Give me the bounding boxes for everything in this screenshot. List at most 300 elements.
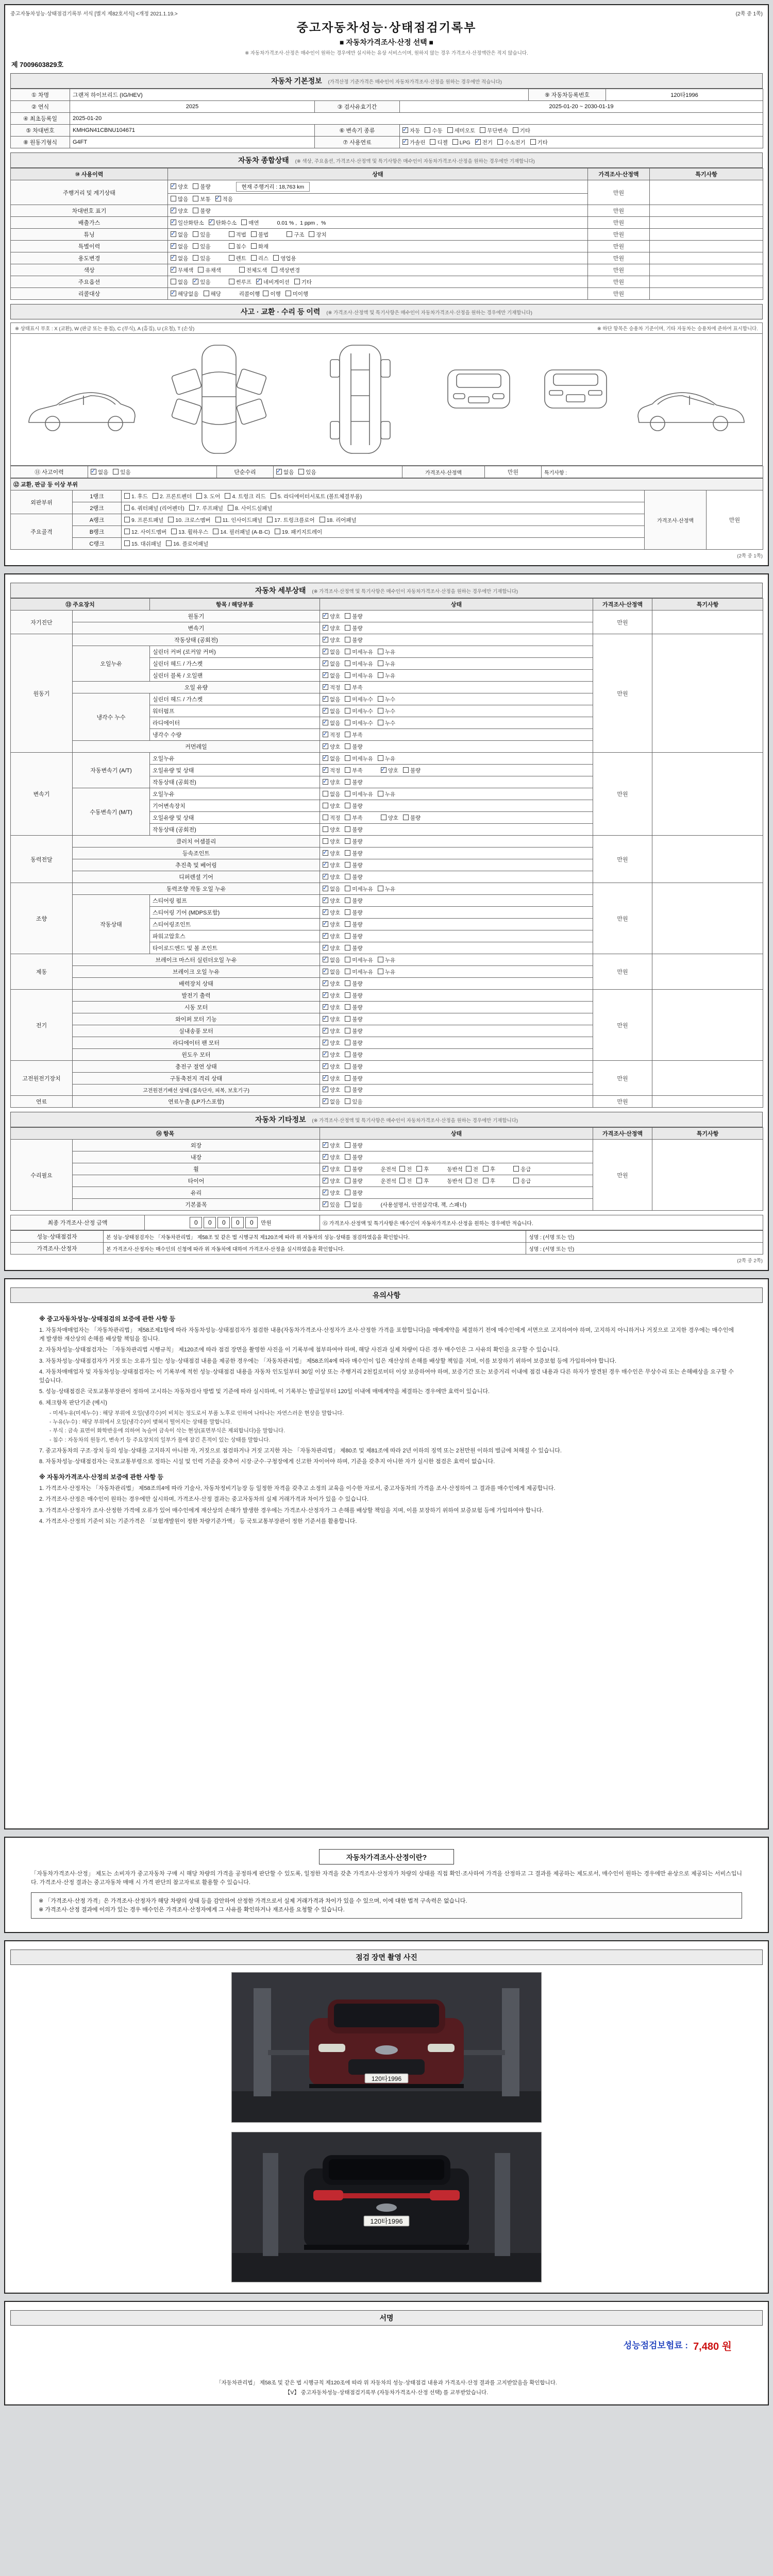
checkbox-icon[interactable] — [345, 743, 350, 749]
checkbox-option[interactable]: ✓ 양호 — [323, 873, 340, 881]
checkbox-checked-icon[interactable] — [323, 743, 328, 749]
checkbox-option[interactable]: ✓ 네비게이션 — [256, 278, 290, 286]
checkbox-icon[interactable] — [213, 529, 219, 534]
checkbox-option[interactable]: 누유 — [378, 648, 395, 656]
checkbox-option[interactable]: 불량 — [345, 1177, 362, 1185]
checkbox-option[interactable]: 불량 — [345, 1086, 362, 1094]
checkbox-option[interactable]: 후 — [416, 1165, 429, 1173]
checkbox-checked-icon[interactable] — [91, 469, 96, 474]
checkbox-checked-icon[interactable] — [256, 279, 262, 284]
checkbox-icon[interactable] — [430, 139, 435, 145]
checkbox-option[interactable]: 누유 — [378, 968, 395, 976]
checkbox-icon[interactable] — [204, 291, 209, 296]
checkbox-icon[interactable] — [273, 255, 279, 261]
checkbox-icon[interactable] — [483, 1166, 489, 1172]
checkbox-option[interactable]: 렌트 — [229, 255, 246, 262]
checkbox-option[interactable]: 불량 — [345, 1015, 362, 1023]
checkbox-option[interactable]: 적법 — [229, 231, 246, 239]
checkbox-checked-icon[interactable] — [323, 732, 328, 737]
checkbox-icon[interactable] — [251, 231, 257, 237]
checkbox-checked-icon[interactable] — [323, 1004, 328, 1010]
checkbox-checked-icon[interactable] — [402, 127, 408, 133]
checkbox-icon[interactable] — [229, 231, 234, 237]
checkbox-option[interactable]: ✓ 없음 — [323, 707, 340, 715]
checkbox-icon[interactable] — [513, 1166, 519, 1172]
checkbox-icon[interactable] — [323, 803, 328, 808]
checkbox-option[interactable]: 14. 필러패널 (A·B·C) — [213, 528, 270, 536]
checkbox-checked-icon[interactable] — [323, 862, 328, 868]
checkbox-option[interactable]: 미세누유 — [345, 790, 373, 798]
checkbox-option[interactable]: 미세누수 — [345, 707, 373, 715]
checkbox-option[interactable]: 유채색 — [198, 266, 221, 274]
checkbox-icon[interactable] — [345, 637, 350, 642]
checkbox-icon[interactable] — [193, 183, 198, 189]
checkbox-option[interactable]: ✓ 무채색 — [171, 266, 193, 274]
checkbox-icon[interactable] — [345, 850, 350, 856]
checkbox-checked-icon[interactable] — [323, 672, 328, 678]
checkbox-option[interactable]: 불량 — [345, 1075, 362, 1082]
checkbox-icon[interactable] — [399, 1178, 405, 1183]
checkbox-icon[interactable] — [345, 1028, 350, 1033]
checkbox-icon[interactable] — [153, 493, 158, 499]
checkbox-checked-icon[interactable] — [323, 1016, 328, 1022]
checkbox-checked-icon[interactable] — [276, 469, 282, 474]
checkbox-icon[interactable] — [378, 791, 383, 796]
checkbox-icon[interactable] — [345, 649, 350, 654]
checkbox-option[interactable]: 전 — [466, 1165, 478, 1173]
checkbox-option[interactable]: 미세누수 — [345, 696, 373, 703]
checkbox-icon[interactable] — [403, 815, 409, 820]
checkbox-option[interactable]: 양호 — [381, 814, 398, 822]
checkbox-option[interactable]: ✓ 양호 — [323, 861, 340, 869]
checkbox-icon[interactable] — [345, 732, 350, 737]
checkbox-option[interactable]: ✓ 양호 — [323, 1154, 340, 1161]
checkbox-icon[interactable] — [399, 1166, 405, 1172]
checkbox-option[interactable]: ✓ 적정 — [323, 767, 340, 774]
checkbox-icon[interactable] — [345, 1178, 350, 1183]
checkbox-icon[interactable] — [345, 815, 350, 820]
checkbox-option[interactable]: ✓ 없음 — [323, 885, 340, 893]
checkbox-option[interactable]: 불량 — [345, 636, 362, 644]
checkbox-option[interactable]: 있음 — [113, 468, 130, 476]
checkbox-icon[interactable] — [323, 826, 328, 832]
checkbox-icon[interactable] — [345, 1087, 350, 1092]
checkbox-icon[interactable] — [229, 279, 234, 284]
checkbox-option[interactable]: 불량 — [345, 1063, 362, 1071]
checkbox-icon[interactable] — [323, 815, 328, 820]
checkbox-option[interactable]: ✓ 양호 — [323, 743, 340, 751]
checkbox-option[interactable]: 15. 대쉬패널 — [124, 540, 161, 548]
checkbox-icon[interactable] — [124, 517, 130, 522]
checkbox-option[interactable]: 불량 — [345, 850, 362, 857]
checkbox-icon[interactable] — [124, 529, 130, 534]
checkbox-icon[interactable] — [378, 649, 383, 654]
checkbox-option[interactable]: ✓ 양호 — [323, 1189, 340, 1197]
checkbox-option[interactable]: 부족 — [345, 814, 362, 822]
checkbox-checked-icon[interactable] — [323, 921, 328, 927]
checkbox-checked-icon[interactable] — [323, 1142, 328, 1148]
checkbox-icon[interactable] — [378, 957, 383, 962]
checkbox-option[interactable]: 양호 — [323, 802, 340, 810]
checkbox-option[interactable]: 있음 — [345, 1098, 362, 1106]
checkbox-option[interactable]: 불량 — [193, 207, 210, 215]
checkbox-option[interactable]: 불량 — [345, 826, 362, 834]
checkbox-option[interactable]: 누유 — [378, 660, 395, 668]
checkbox-option[interactable]: 불량 — [345, 897, 362, 905]
checkbox-option[interactable]: 불량 — [345, 613, 362, 620]
checkbox-option[interactable]: 불량 — [345, 992, 362, 999]
checkbox-option[interactable]: ✓ 없음 — [323, 648, 340, 656]
checkbox-icon[interactable] — [345, 992, 350, 998]
checkbox-icon[interactable] — [345, 1040, 350, 1045]
checkbox-option[interactable]: ✓ 없음 — [323, 719, 340, 727]
checkbox-checked-icon[interactable] — [323, 1154, 328, 1160]
checkbox-icon[interactable] — [345, 897, 350, 903]
checkbox-option[interactable]: 전체도색 — [239, 266, 267, 274]
checkbox-checked-icon[interactable] — [171, 219, 176, 225]
checkbox-icon[interactable] — [323, 838, 328, 844]
checkbox-icon[interactable] — [345, 1201, 350, 1207]
checkbox-checked-icon[interactable] — [323, 1166, 328, 1172]
checkbox-option[interactable]: 기타 — [294, 278, 312, 286]
checkbox-option[interactable]: 불량 — [345, 980, 362, 988]
checkbox-icon[interactable] — [345, 720, 350, 725]
checkbox-option[interactable]: ✓양호 — [171, 183, 188, 191]
checkbox-checked-icon[interactable] — [323, 637, 328, 642]
checkbox-option[interactable]: 누수 — [378, 696, 395, 703]
checkbox-option[interactable]: 침수 — [229, 243, 246, 250]
checkbox-option[interactable]: 12. 사이드멤버 — [124, 528, 166, 536]
checkbox-icon[interactable] — [251, 255, 257, 261]
checkbox-option[interactable]: ✓ 양호 — [323, 992, 340, 999]
checkbox-option[interactable]: 기타 — [530, 139, 548, 146]
checkbox-icon[interactable] — [193, 196, 198, 201]
checkbox-option[interactable]: 후 — [483, 1165, 495, 1173]
checkbox-option[interactable]: ✓ 양호 — [323, 1063, 340, 1071]
checkbox-icon[interactable] — [378, 755, 383, 761]
checkbox-option[interactable]: 후 — [483, 1177, 495, 1185]
checkbox-icon[interactable] — [287, 231, 292, 237]
checkbox-option[interactable]: ✓ 없음 — [323, 968, 340, 976]
checkbox-option[interactable]: 10. 크로스멤버 — [168, 516, 210, 524]
checkbox-icon[interactable] — [189, 505, 195, 511]
checkbox-icon[interactable] — [345, 708, 350, 714]
checkbox-icon[interactable] — [275, 529, 280, 534]
checkbox-option[interactable]: 디젤 — [430, 139, 447, 146]
checkbox-icon[interactable] — [345, 1075, 350, 1081]
checkbox-icon[interactable] — [466, 1166, 472, 1172]
checkbox-option[interactable]: 양호 — [323, 838, 340, 845]
checkbox-option[interactable]: 16. 플로어패널 — [166, 540, 208, 548]
checkbox-checked-icon[interactable] — [323, 1063, 328, 1069]
checkbox-option[interactable]: ✓ 양호 — [323, 1075, 340, 1082]
checkbox-icon[interactable] — [345, 1098, 350, 1104]
checkbox-option[interactable]: 9. 프론트패널 — [124, 516, 163, 524]
checkbox-icon[interactable] — [193, 231, 198, 237]
checkbox-option[interactable]: 해당 — [204, 290, 221, 298]
checkbox-option[interactable]: 누수 — [378, 719, 395, 727]
checkbox-option[interactable]: 양호 — [323, 826, 340, 834]
checkbox-option[interactable]: 화재 — [251, 243, 268, 250]
checkbox-option[interactable]: ✓ 양호 — [171, 207, 188, 215]
checkbox-option[interactable]: 있음 — [193, 255, 210, 262]
checkbox-icon[interactable] — [171, 196, 176, 201]
checkbox-icon[interactable] — [345, 909, 350, 915]
checkbox-option[interactable]: ✓ 없음 — [91, 468, 108, 476]
checkbox-option[interactable]: ✓ 없음 — [171, 255, 188, 262]
checkbox-icon[interactable] — [239, 267, 245, 273]
checkbox-option[interactable]: ✓ 양호 — [323, 1015, 340, 1023]
checkbox-icon[interactable] — [345, 672, 350, 678]
checkbox-checked-icon[interactable] — [323, 625, 328, 631]
checkbox-option[interactable]: 18. 리어패널 — [320, 516, 357, 524]
checkbox-icon[interactable] — [345, 1190, 350, 1195]
checkbox-option[interactable]: 불량 — [345, 873, 362, 881]
checkbox-icon[interactable] — [267, 517, 273, 522]
checkbox-icon[interactable] — [345, 613, 350, 619]
checkbox-option[interactable]: ✓ 적정 — [323, 684, 340, 691]
checkbox-icon[interactable] — [452, 139, 458, 145]
checkbox-option[interactable]: 누수 — [378, 707, 395, 715]
checkbox-option[interactable]: 7. 루프패널 — [189, 504, 223, 512]
checkbox-option[interactable]: 수소전기 — [497, 139, 526, 146]
checkbox-option[interactable]: ✓ 양호 — [323, 1004, 340, 1011]
checkbox-option[interactable]: 미세누유 — [345, 755, 373, 762]
checkbox-icon[interactable] — [345, 803, 350, 808]
checkbox-icon[interactable] — [345, 696, 350, 702]
checkbox-checked-icon[interactable] — [323, 660, 328, 666]
checkbox-icon[interactable] — [196, 493, 202, 499]
checkbox-option[interactable]: ✓ 없음 — [171, 231, 188, 239]
checkbox-icon[interactable] — [513, 127, 518, 133]
checkbox-option[interactable]: 불량 — [345, 933, 362, 940]
checkbox-option[interactable]: 없음 — [323, 790, 340, 798]
checkbox-icon[interactable] — [294, 279, 300, 284]
checkbox-checked-icon[interactable] — [323, 1087, 328, 1092]
checkbox-checked-icon[interactable] — [171, 231, 176, 237]
checkbox-option[interactable]: ✓ 없음 — [323, 696, 340, 703]
checkbox-icon[interactable] — [345, 684, 350, 690]
checkbox-icon[interactable] — [345, 1154, 350, 1160]
checkbox-checked-icon[interactable] — [209, 219, 214, 225]
checkbox-option[interactable]: ✓ 없음 — [171, 243, 188, 250]
checkbox-icon[interactable] — [345, 969, 350, 974]
checkbox-option[interactable]: 불량 — [345, 1154, 362, 1161]
checkbox-option[interactable]: 썬루프 — [229, 278, 251, 286]
checkbox-checked-icon[interactable] — [323, 897, 328, 903]
checkbox-option[interactable]: ✓ 양호 — [323, 1177, 340, 1185]
checkbox-icon[interactable] — [124, 493, 130, 499]
checkbox-option[interactable]: 불량 — [345, 778, 362, 786]
checkbox-option[interactable]: ✓ 양호 — [323, 980, 340, 988]
checkbox-checked-icon[interactable] — [323, 969, 328, 974]
checkbox-checked-icon[interactable] — [171, 267, 176, 273]
checkbox-icon[interactable] — [251, 243, 257, 249]
checkbox-checked-icon[interactable] — [475, 139, 481, 145]
checkbox-option[interactable]: 미세누유 — [345, 956, 373, 964]
checkbox-icon[interactable] — [378, 672, 383, 678]
checkbox-icon[interactable] — [241, 219, 247, 225]
checkbox-option[interactable]: 8. 사이드실패널 — [228, 504, 273, 512]
checkbox-icon[interactable] — [345, 1052, 350, 1057]
checkbox-icon[interactable] — [378, 660, 383, 666]
checkbox-option[interactable]: 불량 — [345, 1189, 362, 1197]
checkbox-icon[interactable] — [345, 933, 350, 939]
checkbox-icon[interactable] — [171, 279, 176, 284]
checkbox-option[interactable]: 불량 — [345, 1165, 362, 1173]
checkbox-icon[interactable] — [345, 874, 350, 879]
checkbox-checked-icon[interactable] — [323, 1075, 328, 1081]
checkbox-option[interactable]: 기타 — [513, 127, 530, 134]
checkbox-icon[interactable] — [124, 540, 130, 546]
checkbox-icon[interactable] — [229, 255, 234, 261]
checkbox-icon[interactable] — [497, 139, 503, 145]
checkbox-icon[interactable] — [345, 921, 350, 927]
checkbox-icon[interactable] — [309, 231, 314, 237]
checkbox-option[interactable]: 부족 — [345, 684, 362, 691]
checkbox-option[interactable]: 있음 — [298, 468, 316, 476]
checkbox-checked-icon[interactable] — [402, 139, 408, 145]
checkbox-checked-icon[interactable] — [323, 755, 328, 761]
checkbox-option[interactable]: ✓ 있음 — [323, 1201, 340, 1209]
checkbox-icon[interactable] — [323, 791, 328, 796]
checkbox-option[interactable]: 불량 — [345, 1142, 362, 1149]
checkbox-icon[interactable] — [447, 127, 453, 133]
checkbox-option[interactable]: 불량 — [403, 814, 421, 822]
checkbox-option[interactable]: ✓ 일산화탄소 — [171, 219, 204, 227]
checkbox-icon[interactable] — [345, 1063, 350, 1069]
checkbox-icon[interactable] — [345, 660, 350, 666]
checkbox-option[interactable]: 이행 — [263, 290, 280, 298]
checkbox-option[interactable]: 불량 — [193, 183, 210, 191]
checkbox-icon[interactable] — [345, 625, 350, 631]
checkbox-option[interactable]: 전 — [399, 1165, 412, 1173]
checkbox-checked-icon[interactable] — [323, 874, 328, 879]
checkbox-icon[interactable] — [168, 517, 174, 522]
checkbox-icon[interactable] — [466, 1178, 472, 1183]
checkbox-icon[interactable] — [166, 540, 172, 546]
checkbox-option[interactable]: 불량 — [345, 1004, 362, 1011]
checkbox-icon[interactable] — [378, 708, 383, 714]
checkbox-option[interactable]: ✓ 탄화수소 — [209, 219, 237, 227]
checkbox-option[interactable]: ✓ 자동 — [402, 127, 420, 134]
checkbox-option[interactable]: 없음 — [171, 278, 188, 286]
checkbox-option[interactable]: 색상변경 — [272, 266, 300, 274]
checkbox-icon[interactable] — [378, 886, 383, 891]
checkbox-icon[interactable] — [345, 838, 350, 844]
checkbox-icon[interactable] — [193, 243, 198, 249]
checkbox-icon[interactable] — [193, 255, 198, 261]
checkbox-icon[interactable] — [345, 980, 350, 986]
checkbox-option[interactable]: 누유 — [378, 956, 395, 964]
checkbox-option[interactable]: 1. 후드 — [124, 493, 148, 500]
checkbox-icon[interactable] — [378, 720, 383, 725]
checkbox-checked-icon[interactable] — [323, 1201, 328, 1207]
checkbox-option[interactable]: 세미오토 — [447, 127, 476, 134]
checkbox-option[interactable]: 부족 — [345, 731, 362, 739]
checkbox-checked-icon[interactable] — [193, 279, 198, 284]
checkbox-option[interactable]: ✓ 없음 — [276, 468, 294, 476]
checkbox-option[interactable]: 불량 — [345, 1027, 362, 1035]
checkbox-option[interactable]: 3. 도어 — [196, 493, 220, 500]
checkbox-icon[interactable] — [345, 826, 350, 832]
checkbox-option[interactable]: 무단변속 — [480, 127, 508, 134]
checkbox-option[interactable]: 있음 — [193, 243, 210, 250]
checkbox-checked-icon[interactable] — [171, 208, 176, 213]
checkbox-option[interactable]: 응급 — [513, 1177, 531, 1185]
checkbox-option[interactable]: ✓ 적음 — [215, 195, 233, 203]
checkbox-icon[interactable] — [378, 969, 383, 974]
checkbox-option[interactable]: 5. 라디에이터서포트 (볼트체결부품) — [271, 493, 362, 500]
checkbox-icon[interactable] — [345, 791, 350, 796]
checkbox-icon[interactable] — [513, 1178, 519, 1183]
checkbox-option[interactable]: ✓ 양호 — [323, 1086, 340, 1094]
checkbox-option[interactable]: 불량 — [345, 1039, 362, 1047]
checkbox-option[interactable]: ✓ 양호 — [323, 1142, 340, 1149]
checkbox-option[interactable]: ✓ 양호 — [323, 613, 340, 620]
checkbox-option[interactable]: ✓ 없음 — [323, 755, 340, 762]
checkbox-checked-icon[interactable] — [323, 649, 328, 654]
checkbox-option[interactable]: ✓ 양호 — [323, 921, 340, 928]
checkbox-checked-icon[interactable] — [323, 1190, 328, 1195]
checkbox-icon[interactable] — [171, 529, 177, 534]
checkbox-checked-icon[interactable] — [323, 708, 328, 714]
checkbox-icon[interactable] — [229, 243, 234, 249]
checkbox-icon[interactable] — [345, 862, 350, 868]
checkbox-option[interactable]: 불량 — [345, 921, 362, 928]
checkbox-option[interactable]: ✓ 양호 — [323, 944, 340, 952]
checkbox-icon[interactable] — [480, 127, 485, 133]
checkbox-checked-icon[interactable] — [323, 1028, 328, 1033]
checkbox-option[interactable]: LPG — [452, 139, 470, 146]
checkbox-icon[interactable] — [215, 517, 221, 522]
checkbox-checked-icon[interactable] — [323, 684, 328, 690]
checkbox-option[interactable]: 미세누유 — [345, 885, 373, 893]
checkbox-option[interactable]: 미세누유 — [345, 648, 373, 656]
checkbox-icon[interactable] — [416, 1178, 422, 1183]
checkbox-checked-icon[interactable] — [323, 850, 328, 856]
checkbox-option[interactable]: 미이행 — [285, 290, 308, 298]
checkbox-option[interactable]: ✓ 없음 — [323, 1098, 340, 1106]
checkbox-icon[interactable] — [225, 493, 230, 499]
checkbox-checked-icon[interactable] — [323, 613, 328, 619]
checkbox-icon[interactable] — [345, 1016, 350, 1022]
checkbox-icon[interactable] — [285, 291, 291, 296]
checkbox-option[interactable]: ✓ 양호 — [323, 778, 340, 786]
checkbox-checked-icon[interactable] — [171, 183, 176, 189]
checkbox-option[interactable]: 불량 — [345, 838, 362, 845]
checkbox-option[interactable]: 2. 프론트펜더 — [153, 493, 192, 500]
checkbox-option[interactable]: 수동 — [425, 127, 442, 134]
checkbox-option[interactable]: 불량 — [345, 861, 362, 869]
checkbox-option[interactable]: ✓ 없음 — [323, 672, 340, 680]
checkbox-checked-icon[interactable] — [215, 196, 221, 201]
checkbox-checked-icon[interactable] — [323, 909, 328, 915]
checkbox-icon[interactable] — [345, 945, 350, 951]
checkbox-icon[interactable] — [345, 779, 350, 785]
checkbox-icon[interactable] — [124, 505, 130, 511]
checkbox-checked-icon[interactable] — [323, 1178, 328, 1183]
checkbox-option[interactable]: 미세누유 — [345, 660, 373, 668]
checkbox-icon[interactable] — [113, 469, 119, 474]
checkbox-checked-icon[interactable] — [171, 243, 176, 249]
checkbox-checked-icon[interactable] — [323, 957, 328, 962]
checkbox-icon[interactable] — [345, 886, 350, 891]
checkbox-icon[interactable] — [320, 517, 325, 522]
checkbox-option[interactable]: ✓ 양호 — [323, 636, 340, 644]
checkbox-option[interactable]: ✓ 양호 — [323, 933, 340, 940]
checkbox-checked-icon[interactable] — [323, 1052, 328, 1057]
